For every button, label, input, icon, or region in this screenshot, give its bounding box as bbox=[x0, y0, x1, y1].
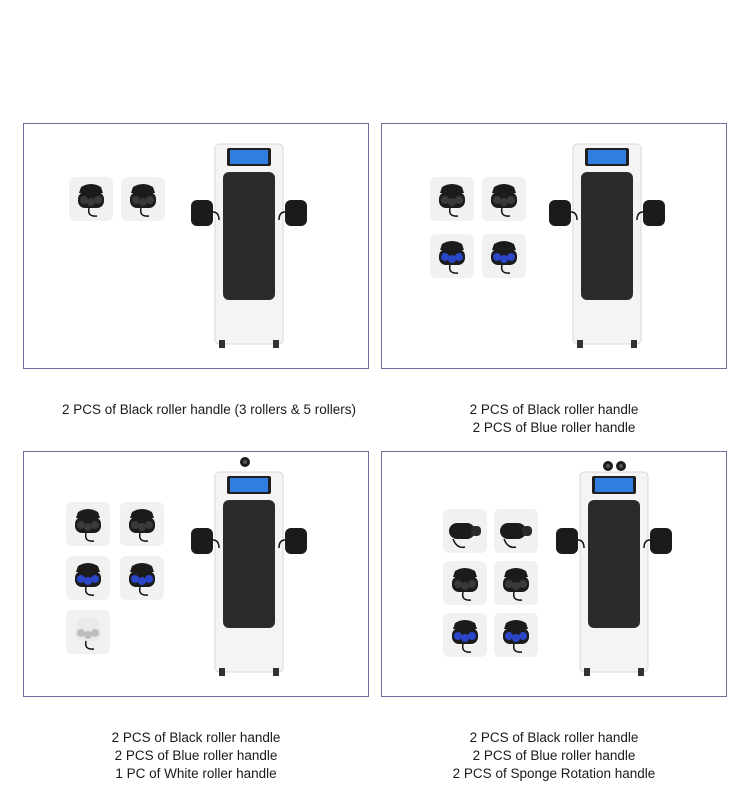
black-roller-handle-icon bbox=[69, 177, 113, 221]
caption-1 bbox=[23, 401, 395, 419]
caption-3 bbox=[23, 729, 369, 783]
caption-4 bbox=[381, 729, 727, 783]
blue-roller-handle-icon bbox=[66, 556, 110, 600]
machine-image bbox=[189, 470, 309, 680]
caption-line: 2 PCS of Black roller handle (3 rollers & 5 rollers) bbox=[61, 402, 357, 417]
black-roller-handle-icon bbox=[482, 177, 526, 221]
blue-roller-handle-icon bbox=[443, 613, 487, 657]
black-roller-handle-icon bbox=[66, 502, 110, 546]
caption-line: 2 PCS of Black roller handle bbox=[111, 730, 281, 745]
caption-line: 2 PCS of Black roller handle bbox=[469, 402, 639, 417]
caption-line: 2 PCS of Blue roller handle bbox=[114, 748, 278, 763]
blue-roller-handle-icon bbox=[482, 234, 526, 278]
caption-2 bbox=[381, 401, 727, 437]
product-panel-4 bbox=[381, 451, 727, 697]
sponge-rotation-handle-icon bbox=[443, 509, 487, 553]
machine-image bbox=[189, 142, 309, 352]
black-roller-handle-icon bbox=[494, 561, 538, 605]
blue-roller-handle-icon bbox=[120, 556, 164, 600]
black-roller-handle-icon bbox=[121, 177, 165, 221]
machine-image bbox=[554, 470, 674, 680]
caption-line: 2 PCS of Black roller handle bbox=[469, 730, 639, 745]
black-roller-handle-icon bbox=[430, 177, 474, 221]
blue-roller-handle-icon bbox=[430, 234, 474, 278]
product-panel-1 bbox=[23, 123, 369, 369]
black-roller-handle-icon bbox=[120, 502, 164, 546]
caption-line: 2 PCS of Blue roller handle bbox=[472, 420, 636, 435]
sponge-rotation-handle-icon bbox=[494, 509, 538, 553]
caption-line: 2 PCS of Blue roller handle bbox=[472, 748, 636, 763]
caption-line: 1 PC of White roller handle bbox=[115, 766, 277, 781]
product-panel-2 bbox=[381, 123, 727, 369]
product-panel-3 bbox=[23, 451, 369, 697]
machine-image bbox=[547, 142, 667, 352]
knob-icon bbox=[602, 460, 614, 472]
blue-roller-handle-icon bbox=[494, 613, 538, 657]
knob-icon bbox=[615, 460, 627, 472]
black-roller-handle-icon bbox=[443, 561, 487, 605]
knob-icon bbox=[239, 456, 251, 468]
caption-line: 2 PCS of Sponge Rotation handle bbox=[452, 766, 656, 781]
white-roller-handle-icon bbox=[66, 610, 110, 654]
